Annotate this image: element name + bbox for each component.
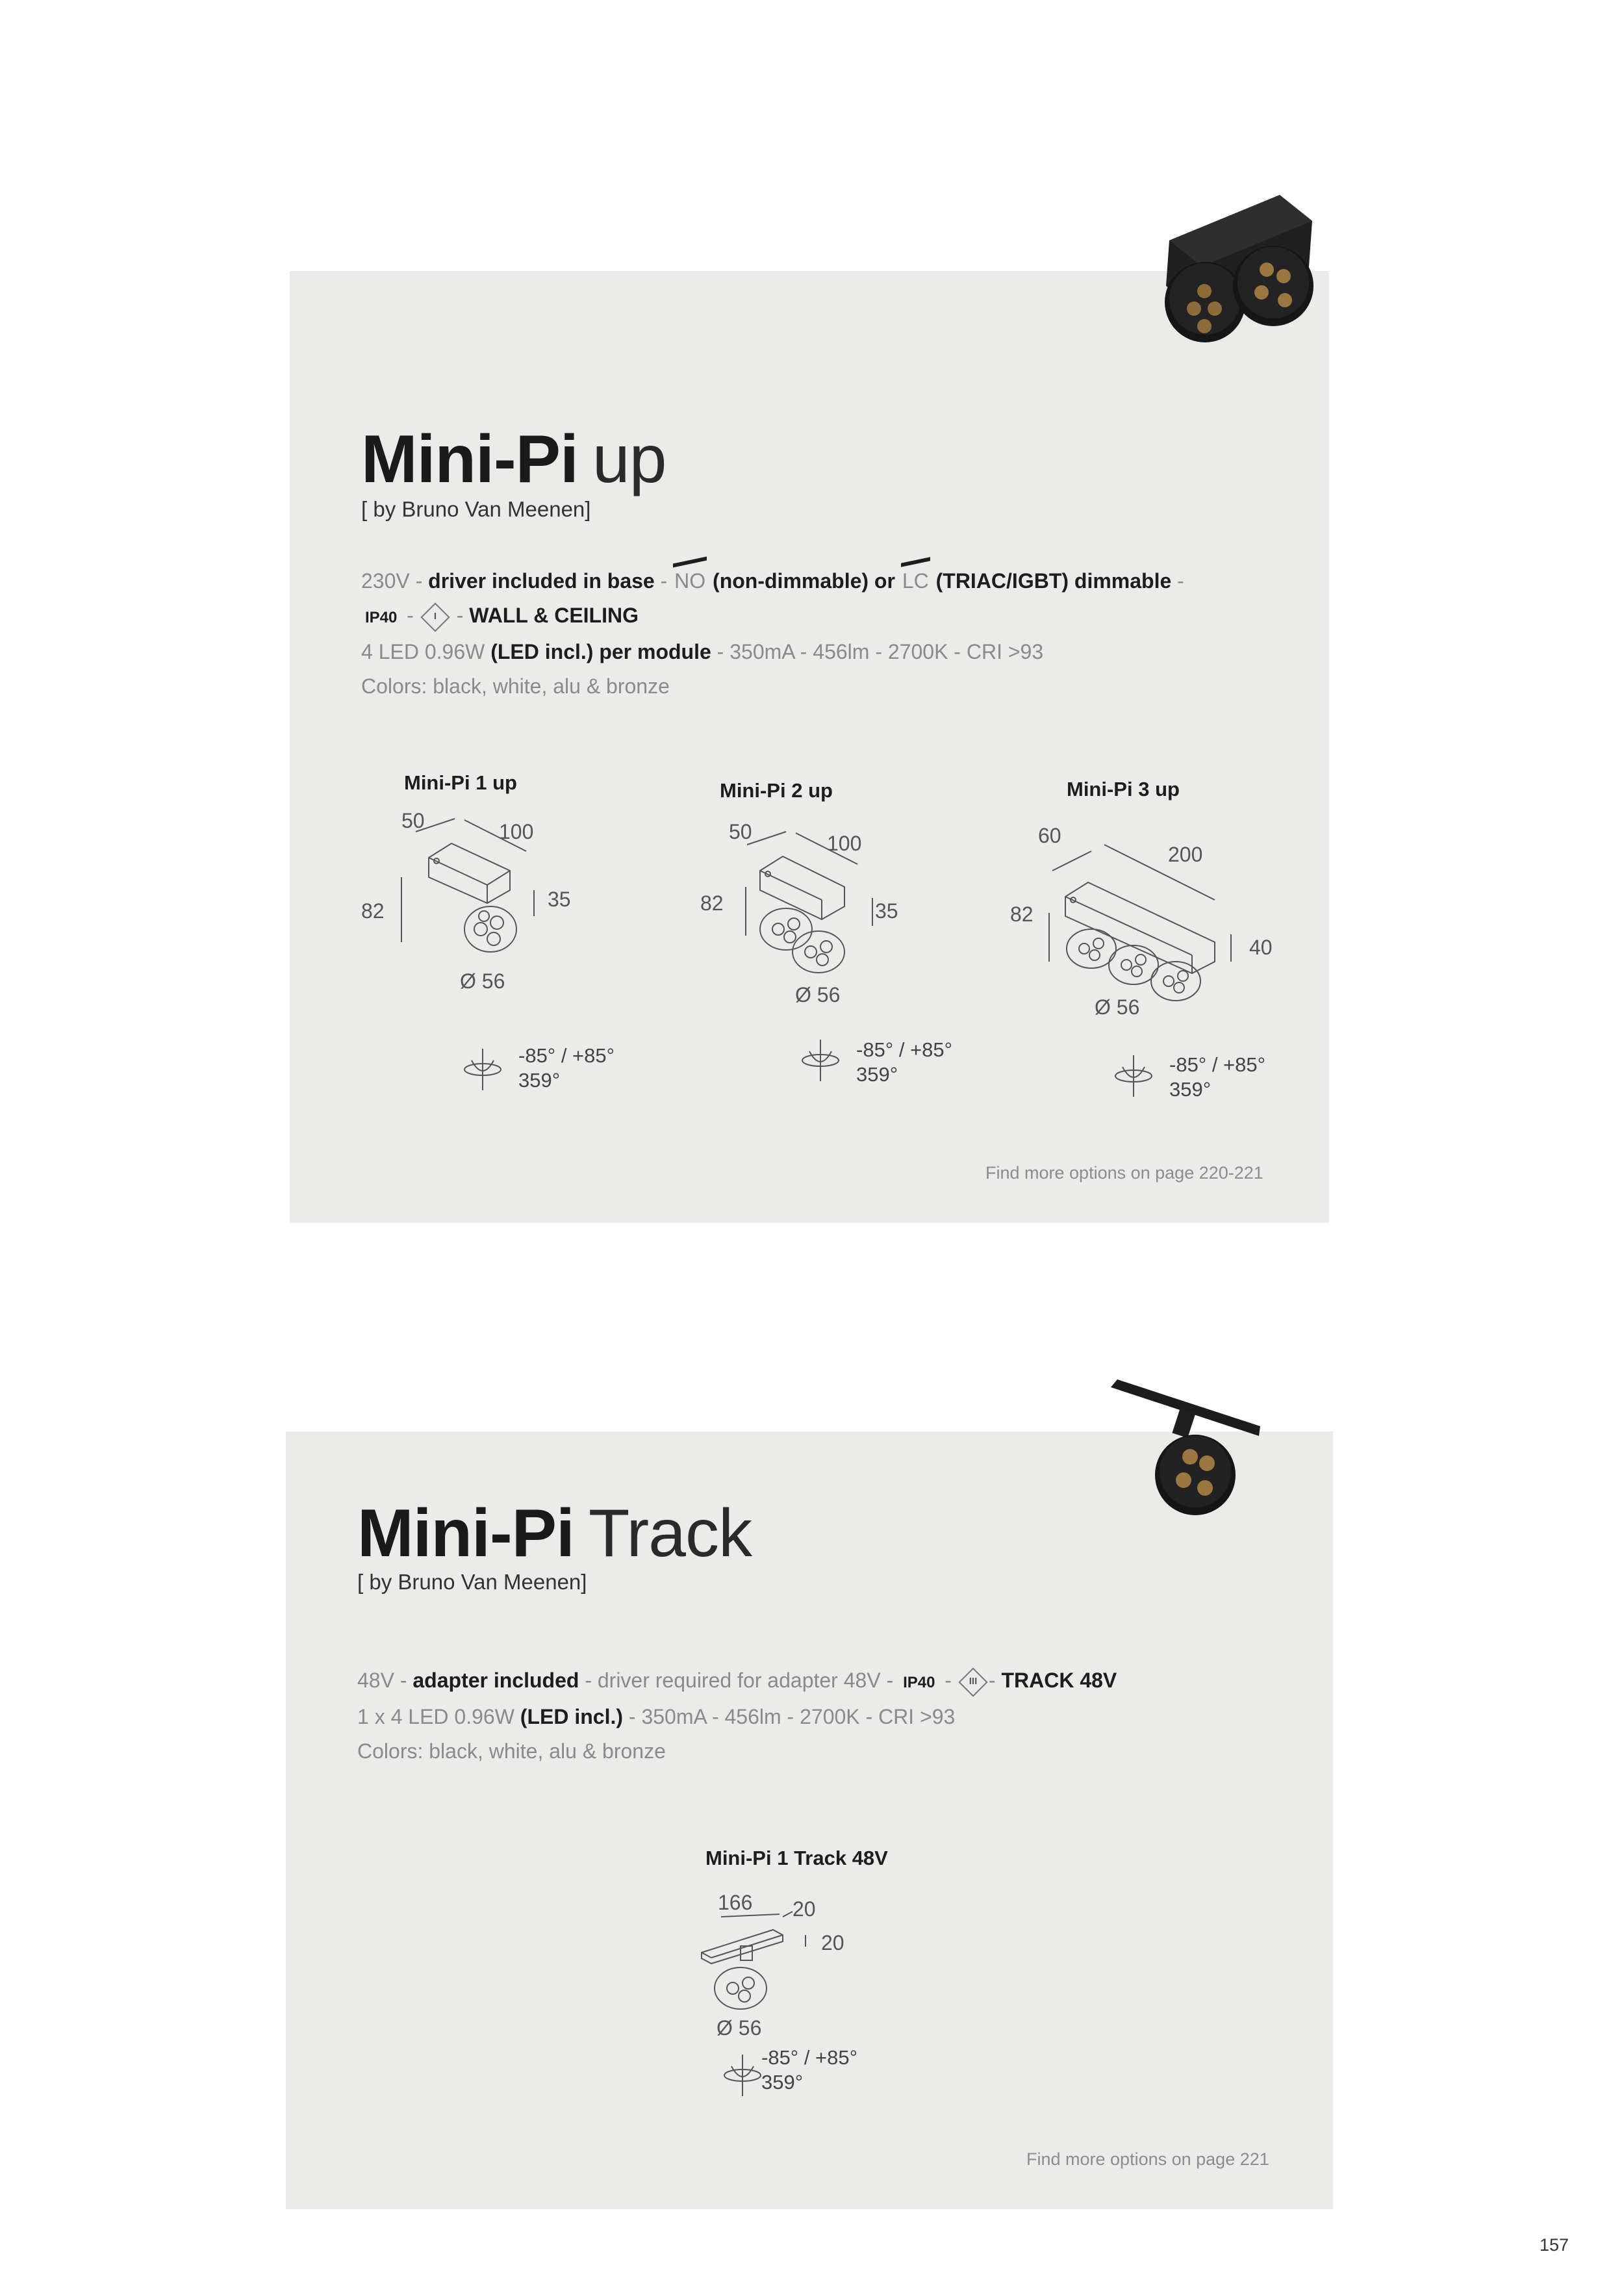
dim-diameter: Ø 56 <box>717 2016 762 2040</box>
dim-height: 82 <box>700 891 724 915</box>
rotation-tilt-icon <box>800 1038 841 1082</box>
rotation-range: 359° <box>518 1069 561 1092</box>
dim-height: 20 <box>821 1931 844 1954</box>
technical-drawing-track <box>702 1917 831 2021</box>
rotation-values <box>518 1044 615 1093</box>
dim-width: 50 <box>401 809 425 832</box>
spec-line-3: 4 LED 0.96W (LED incl.) per module - 350mA - 456lm - 2700K - CRI >93 <box>361 640 1044 663</box>
product-photo-mini-pi-track <box>1111 1374 1273 1537</box>
spec-line-1: 48V - adapter included - driver required for adapter 48V - IP40 - III - TRACK 48V <box>357 1663 1117 1700</box>
product-photo-mini-pi-up <box>1150 188 1332 357</box>
technical-drawing-3-up <box>1049 845 1250 1007</box>
dim-diameter: Ø 56 <box>795 983 841 1006</box>
spec-block <box>361 564 1184 704</box>
dim-width: 50 <box>729 820 752 843</box>
tilt-range: -85° / +85° <box>1169 1053 1266 1076</box>
dim-diameter: Ø 56 <box>1095 995 1140 1019</box>
technical-drawing-2-up <box>734 838 896 988</box>
dim-height: 82 <box>361 899 385 923</box>
more-options-note: Find more options on page 220-221 <box>985 1163 1263 1183</box>
dimmable-icon: LC <box>901 564 930 598</box>
dim-length: 100 <box>499 820 534 843</box>
title-bold: Mini-Pi <box>361 422 578 497</box>
page-number: 157 <box>1540 2235 1569 2255</box>
dim-length: 166 <box>718 1891 753 1914</box>
title-bold: Mini-Pi <box>357 1496 574 1571</box>
technical-drawing-1-up <box>390 825 559 968</box>
rotation-range: 359° <box>856 1063 898 1086</box>
designer-credit: [ by Bruno Van Meenen] <box>357 1570 587 1594</box>
spec-line-2: IP40 - I - WALL & CEILING <box>361 598 1184 635</box>
dim-width: 60 <box>1038 824 1061 847</box>
tilt-range: -85° / +85° <box>856 1038 953 1061</box>
variant-label: Mini-Pi 1 up <box>404 771 517 794</box>
product-title <box>361 422 666 497</box>
dim-length: 200 <box>1168 843 1203 866</box>
dim-width: 20 <box>793 1897 816 1921</box>
variant-label: Mini-Pi 2 up <box>720 779 833 802</box>
rotation-tilt-icon <box>1113 1054 1154 1098</box>
spec-line-4: Colors: black, white, alu & bronze <box>361 674 670 698</box>
title-light: up <box>592 422 666 497</box>
ip-rating: IP40 <box>365 609 398 626</box>
more-options-note: Find more options on page 221 <box>1026 2149 1269 2169</box>
ip-rating: IP40 <box>903 1674 935 1691</box>
rotation-tilt-icon <box>463 1047 503 1092</box>
rotation-range: 359° <box>1169 1078 1212 1101</box>
designer-credit: [ by Bruno Van Meenen] <box>361 497 591 521</box>
dim-base: 40 <box>1249 936 1273 959</box>
dim-base: 35 <box>548 888 571 911</box>
product-title <box>357 1496 752 1571</box>
variant-label: Mini-Pi 1 Track 48V <box>705 1847 888 1869</box>
spec-block <box>357 1663 1117 1769</box>
rotation-tilt-icon <box>722 2053 763 2097</box>
title-light: Track <box>588 1496 752 1571</box>
variant-label: Mini-Pi 3 up <box>1067 778 1180 801</box>
rotation-range: 359° <box>761 2071 804 2094</box>
rotation-values <box>761 2045 857 2095</box>
dim-length: 100 <box>827 832 862 855</box>
non-dimmable-icon: NO <box>673 564 707 598</box>
tilt-range: -85° / +85° <box>761 2046 858 2069</box>
spec-line-2: 1 x 4 LED 0.96W (LED incl.) - 350mA - 456lm - 2700K - CRI >93 <box>357 1705 956 1728</box>
class-i-icon: I <box>420 602 450 632</box>
rotation-values <box>1169 1053 1265 1102</box>
dim-height: 82 <box>1010 903 1034 926</box>
spec-line-3: Colors: black, white, alu & bronze <box>357 1739 666 1763</box>
dim-base: 35 <box>875 899 898 923</box>
spec-line-1: 230V - driver included in base - NO (non-dimmable) or LC (TRIAC/IGBT) dimmable - <box>361 564 1184 598</box>
class-iii-icon: III <box>958 1667 987 1697</box>
tilt-range: -85° / +85° <box>518 1044 615 1067</box>
rotation-values <box>856 1038 952 1087</box>
dim-diameter: Ø 56 <box>460 969 505 993</box>
